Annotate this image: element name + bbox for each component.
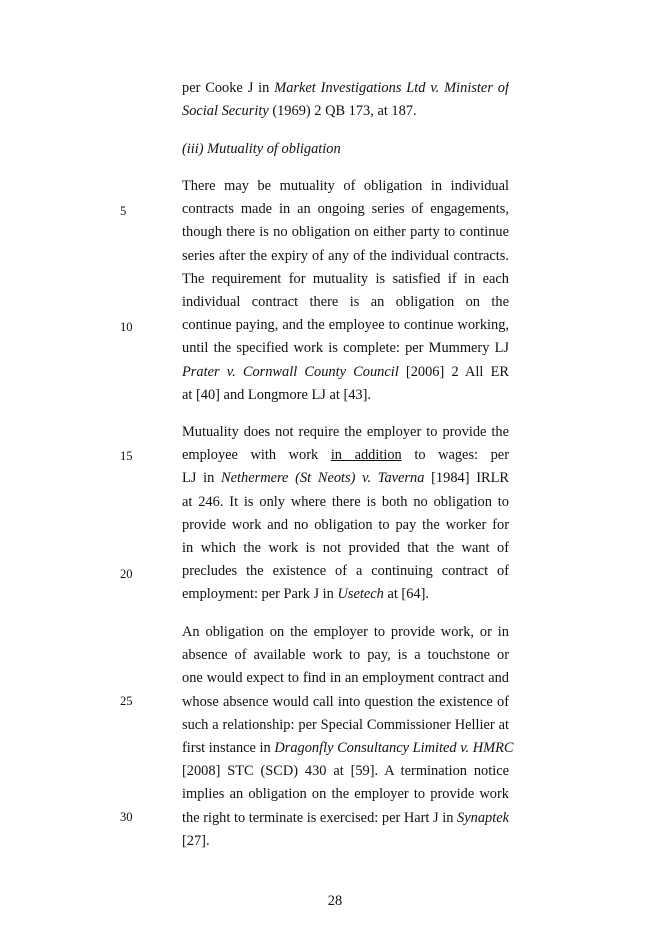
paragraph-1 [182,175,509,407]
text-line [182,77,509,100]
case-name: Dragonfly Consultancy Limited v. HMRC [274,739,514,756]
line-number: 30 [120,810,133,824]
text-line: at [40] and Longmore LJ at [43]. [182,386,372,403]
text-line: provide work and no obligation to pay the worker for [182,516,509,533]
text-line [182,361,509,384]
text-line: continue paying, and the employee to continue working, [182,317,509,334]
text-line [182,737,514,760]
page-number: 28 [327,893,343,909]
paragraph-3 [182,621,514,853]
text-line: at 246. It is only where there is both no obligation to [182,493,509,510]
text-line [182,583,509,606]
line-number: 5 [120,204,127,218]
case-name: Social Security [182,103,269,120]
text-run: the right to terminate is exercised: per Hart J in [182,809,458,826]
text-line: There may be mutuality of obligation in individual [182,178,509,194]
text-line: precludes the existence of a continuing contract of [182,563,509,580]
text-run: [1984] IRLR [431,470,509,487]
paragraph-2 [182,421,509,607]
text-run: per Cooke J in [182,80,275,96]
text-run: to wages: per [414,447,509,464]
case-name: Market Investigations Ltd v. Minister of [274,80,509,96]
text-line [182,467,509,490]
case-name: Synaptek [457,809,509,826]
text-line [182,444,509,467]
text-line: such a relationship: per Special Commissioner Hellier at [182,716,509,733]
text-run: employee with work [182,447,331,464]
case-name: Usetech [337,586,384,603]
text-line: one would expect to find in an employment contract and [182,670,509,687]
text-run: employment: per Park J in [182,586,338,603]
text-run: [2006] 2 All ER [405,363,509,380]
text-run: (1969) 2 QB 173, at 187. [268,103,417,120]
text-line [182,100,509,123]
text-line: absence of available work to pay, is a touchstone or [182,647,509,664]
text-line: whose absence would call into question the existence of [182,693,509,710]
text-line: implies an obligation on the employer to provide work [182,786,509,803]
section-heading [182,138,509,161]
line-number: 20 [120,567,133,581]
citation-paragraph [182,77,509,123]
text-line: contracts made in an ongoing series of engagements, [182,201,509,218]
text-line: until the specified work is complete: per Mummery LJ [182,340,509,357]
text-line: in which the work is not provided that the want of [182,539,509,556]
text-line: though there is no obligation on either party to continue [182,224,509,241]
text-line: Mutuality does not require the employer to provide the [182,424,509,440]
text-line: [27]. [182,832,210,849]
case-name: Prater v. Cornwall County Council [182,363,399,380]
text-line: An obligation on the employer to provide work, or in [182,624,509,640]
text-line: series after the expiry of any of the individual contracts. [182,247,509,264]
line-number: 15 [120,449,133,463]
text-run: LJ in [182,470,222,487]
text-line: The requirement for mutuality is satisfied if in each [182,270,509,287]
underlined-text: in addition [330,447,402,464]
text-run: at [64]. [383,586,429,603]
text-line: [2008] STC (SCD) 430 at [59]. A termination notice [182,763,509,780]
line-number: 10 [120,320,133,334]
heading-text: (iii) Mutuality of obligation [182,141,341,157]
text-run: first instance in [182,739,275,756]
text-line [182,807,509,830]
line-number: 25 [120,694,133,708]
text-line: individual contract there is an obligation on the [182,293,509,310]
case-name: Nethermere (St Neots) v. Taverna [221,470,425,487]
